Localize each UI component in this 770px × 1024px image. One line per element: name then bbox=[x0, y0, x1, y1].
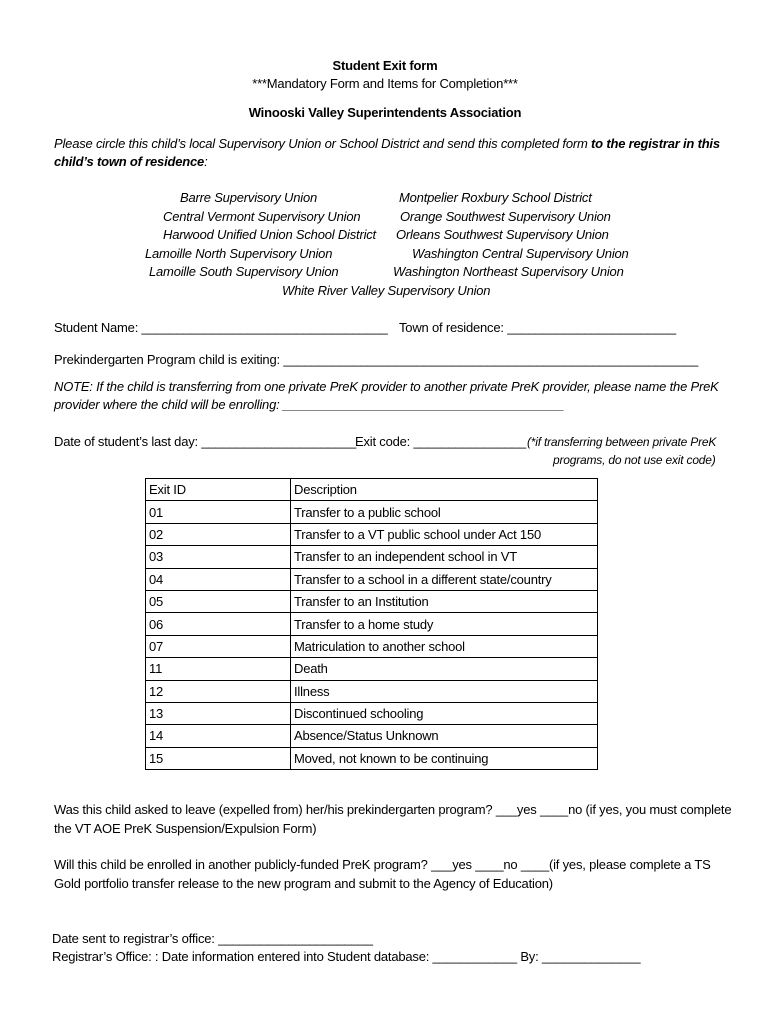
form-subtitle: ***Mandatory Form and Items for Completion*** bbox=[252, 76, 518, 91]
union-option[interactable]: Lamoille South Supervisory Union bbox=[149, 264, 339, 279]
union-row bbox=[0, 209, 770, 228]
registrar-entry-field[interactable]: Registrar’s Office: : Date information entered into Student database: ____________ By: ______________ bbox=[52, 949, 641, 964]
union-option[interactable]: Harwood Unified Union School District bbox=[163, 227, 376, 242]
table-row bbox=[146, 747, 598, 769]
union-row bbox=[0, 264, 770, 283]
town-of-residence-field[interactable]: Town of residence: ________________________ bbox=[399, 320, 676, 335]
exit-id-cell: 14 bbox=[146, 725, 291, 747]
form-title: Student Exit form bbox=[332, 58, 438, 73]
table-row bbox=[146, 702, 598, 724]
supervisory-union-list bbox=[0, 190, 770, 301]
expelled-question-line-2: the VT AOE PreK Suspension/Expulsion Form) bbox=[54, 821, 317, 836]
union-option[interactable]: Washington Northeast Supervisory Union bbox=[393, 264, 624, 279]
description-cell: Transfer to an independent school in VT bbox=[291, 546, 598, 568]
last-day-field[interactable]: Date of student’s last day: ______________________ bbox=[54, 434, 357, 449]
table-row bbox=[146, 546, 598, 568]
enrolled-question-line-2: Gold portfolio transfer release to the new program and submit to the Agency of Education) bbox=[54, 876, 553, 891]
union-row bbox=[0, 246, 770, 265]
description-cell: Matriculation to another school bbox=[291, 635, 598, 657]
description-cell: Moved, not known to be continuing bbox=[291, 747, 598, 769]
union-option[interactable]: White River Valley Supervisory Union bbox=[282, 282, 491, 298]
exit-id-cell: 04 bbox=[146, 568, 291, 590]
exit-id-cell: 07 bbox=[146, 635, 291, 657]
table-row bbox=[146, 523, 598, 545]
note-line-1: NOTE: If the child is transferring from one private PreK provider to another private PreK provider, please name the PreK bbox=[54, 379, 719, 394]
table-row bbox=[146, 635, 598, 657]
union-row bbox=[0, 283, 770, 302]
exit-code-field[interactable]: Exit code: ________________ bbox=[355, 434, 526, 449]
union-option[interactable]: Central Vermont Supervisory Union bbox=[163, 208, 361, 224]
enrolled-question-line-1[interactable]: Will this child be enrolled in another publicly-funded PreK program? ___yes ____no ____(if yes, please complete a TS bbox=[54, 857, 711, 872]
prek-program-field[interactable]: Prekindergarten Program child is exiting: ___________________________________________________________ bbox=[54, 352, 699, 367]
provider-field[interactable]: provider where the child will be enrolling: ________________________________________ bbox=[54, 397, 565, 412]
description-cell: Transfer to a VT public school under Act 150 bbox=[291, 523, 598, 545]
table-row bbox=[146, 658, 598, 680]
table-row bbox=[146, 590, 598, 612]
instructions-colon: : bbox=[204, 154, 208, 169]
union-option[interactable]: Orleans Southwest Supervisory Union bbox=[396, 227, 609, 242]
date-sent-field[interactable]: Date sent to registrar’s office: ______________________ bbox=[52, 931, 373, 946]
union-option[interactable]: Orange Southwest Supervisory Union bbox=[400, 208, 611, 224]
description-cell: Illness bbox=[291, 680, 598, 702]
table-row bbox=[146, 501, 598, 523]
table-row bbox=[146, 568, 598, 590]
table-row bbox=[146, 613, 598, 635]
exit-id-cell: 11 bbox=[146, 658, 291, 680]
exit-id-cell: 13 bbox=[146, 702, 291, 724]
exit-code-note-1: (*if transferring between private PreK bbox=[527, 435, 717, 449]
union-option[interactable]: Washington Central Supervisory Union bbox=[412, 245, 629, 261]
exit-id-cell: 15 bbox=[146, 747, 291, 769]
description-cell: Transfer to a school in a different state/country bbox=[291, 568, 598, 590]
instructions-line-2 bbox=[54, 154, 208, 169]
student-name-field[interactable]: Student Name: ___________________________________ bbox=[54, 320, 388, 335]
union-option[interactable]: Lamoille North Supervisory Union bbox=[145, 245, 333, 261]
union-option[interactable]: Montpelier Roxbury School District bbox=[399, 190, 592, 205]
instructions-line-1 bbox=[54, 136, 720, 151]
exit-code-table bbox=[145, 478, 598, 770]
exit-id-cell: 05 bbox=[146, 590, 291, 612]
union-option[interactable]: Barre Supervisory Union bbox=[180, 190, 318, 205]
description-cell: Death bbox=[291, 658, 598, 680]
description-cell: Discontinued schooling bbox=[291, 702, 598, 724]
union-row bbox=[0, 190, 770, 209]
description-cell: Transfer to a public school bbox=[291, 501, 598, 523]
exit-id-cell: 02 bbox=[146, 523, 291, 545]
exit-id-cell: 12 bbox=[146, 680, 291, 702]
table-row bbox=[146, 725, 598, 747]
description-cell: Absence/Status Unknown bbox=[291, 725, 598, 747]
header-exit-id: Exit ID bbox=[146, 479, 291, 501]
header-description: Description bbox=[291, 479, 598, 501]
exit-id-cell: 01 bbox=[146, 501, 291, 523]
instructions-emphasis: to the registrar in this bbox=[591, 136, 720, 151]
organization-name: Winooski Valley Superintendents Association bbox=[248, 105, 522, 120]
table-row bbox=[146, 680, 598, 702]
exit-code-note-2: programs, do not use exit code) bbox=[553, 453, 716, 467]
description-cell: Transfer to an Institution bbox=[291, 590, 598, 612]
instructions-emphasis-2: child’s town of residence bbox=[54, 154, 205, 169]
union-row bbox=[0, 227, 770, 246]
description-cell: Transfer to a home study bbox=[291, 613, 598, 635]
expelled-question-line-1[interactable]: Was this child asked to leave (expelled from) her/his prekindergarten program? ___yes ____no (if yes, you must complete bbox=[54, 802, 732, 817]
table-header-row bbox=[146, 479, 598, 501]
exit-id-cell: 03 bbox=[146, 546, 291, 568]
instructions-text: Please circle this child’s local Supervisory Union or School District and send this completed form bbox=[54, 136, 592, 151]
exit-id-cell: 06 bbox=[146, 613, 291, 635]
